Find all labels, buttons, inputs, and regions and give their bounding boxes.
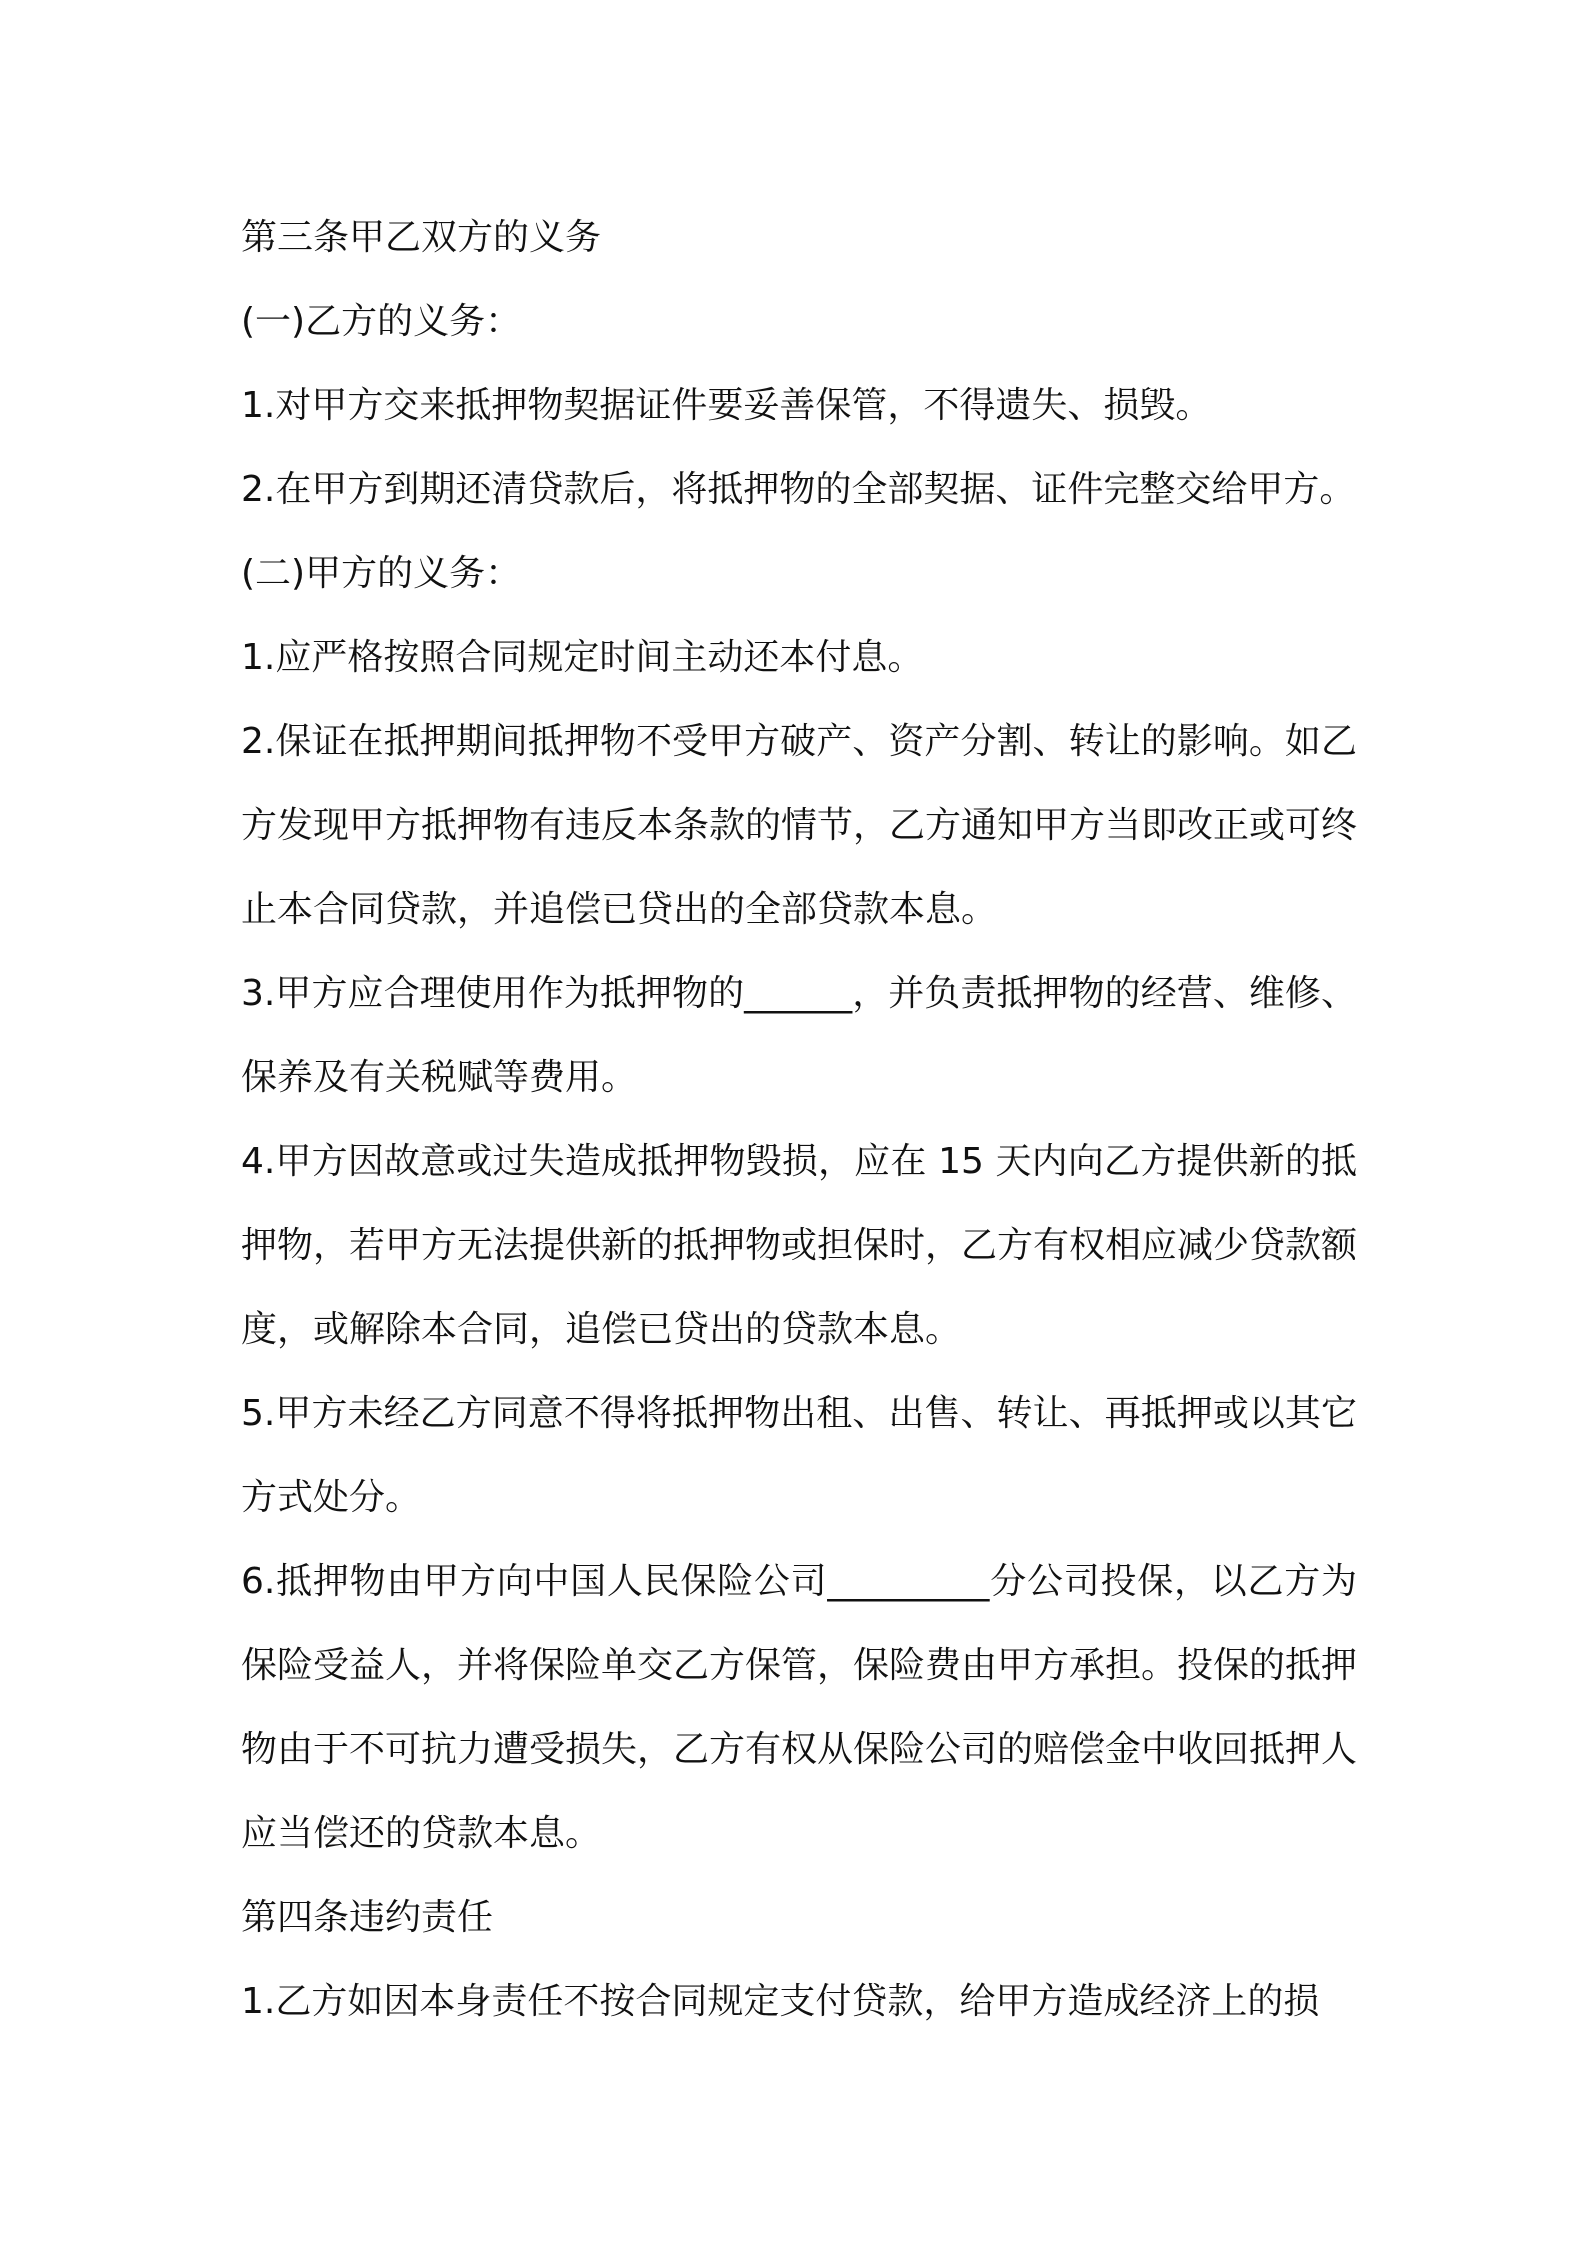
article-4-heading: 第四条违约责任 <box>241 1897 494 1938</box>
liability-clause-1: 1.乙方如因本身责任不按合同规定支付贷款，给甲方造成经济上的损 <box>241 1981 1320 2022</box>
party-b-obligation-2: 2.在甲方到期还清贷款后，将抵押物的全部契据、证件完整交给甲方。 <box>241 469 1356 510</box>
section-party-b-obligations-heading: (一)乙方的义务： <box>241 301 522 342</box>
party-b-obligation-1: 1.对甲方交来抵押物契据证件要妥善保管，不得遗失、损毁。 <box>241 385 1212 426</box>
article-3-heading: 第三条甲乙双方的义务 <box>241 217 602 258</box>
party-a-obligation-1: 1.应严格按照合同规定时间主动还本付息。 <box>241 637 924 678</box>
party-a-obligation-4: 4.甲方因故意或过失造成抵押物毁损，应在 15 天内向乙方提供新的抵押物，若甲方无法提供新的抵押物或担保时，乙方有权相应减少贷款额度，或解除本合同，追偿已贷出的贷款本息。 <box>241 1141 1358 1350</box>
party-a-obligation-3: 3.甲方应合理使用作为抵押物的______，并负责抵押物的经营、维修、保养及有关税赋等费用。 <box>241 973 1357 1098</box>
party-a-obligation-2: 2.保证在抵押期间抵押物不受甲方破产、资产分割、转让的影响。如乙方发现甲方抵押物有违反本条款的情节，乙方通知甲方当即改正或可终止本合同贷款，并追偿已贷出的全部贷款本息。 <box>241 721 1358 930</box>
section-party-a-obligations-heading: (二)甲方的义务： <box>241 553 522 594</box>
document-body <box>241 196 1357 2044</box>
party-a-obligation-5: 5.甲方未经乙方同意不得将抵押物出租、出售、转让、再抵押或以其它方式处分。 <box>241 1393 1357 1518</box>
party-a-obligation-6: 6.抵押物由甲方向中国人民保险公司_________分公司投保，以乙方为保险受益人，并将保险单交乙方保管，保险费由甲方承担。投保的抵押物由于不可抗力遭受损失，乙方有权从保险公司的赔偿金中收回抵押人应当偿还的贷款本息。 <box>241 1561 1358 1854</box>
